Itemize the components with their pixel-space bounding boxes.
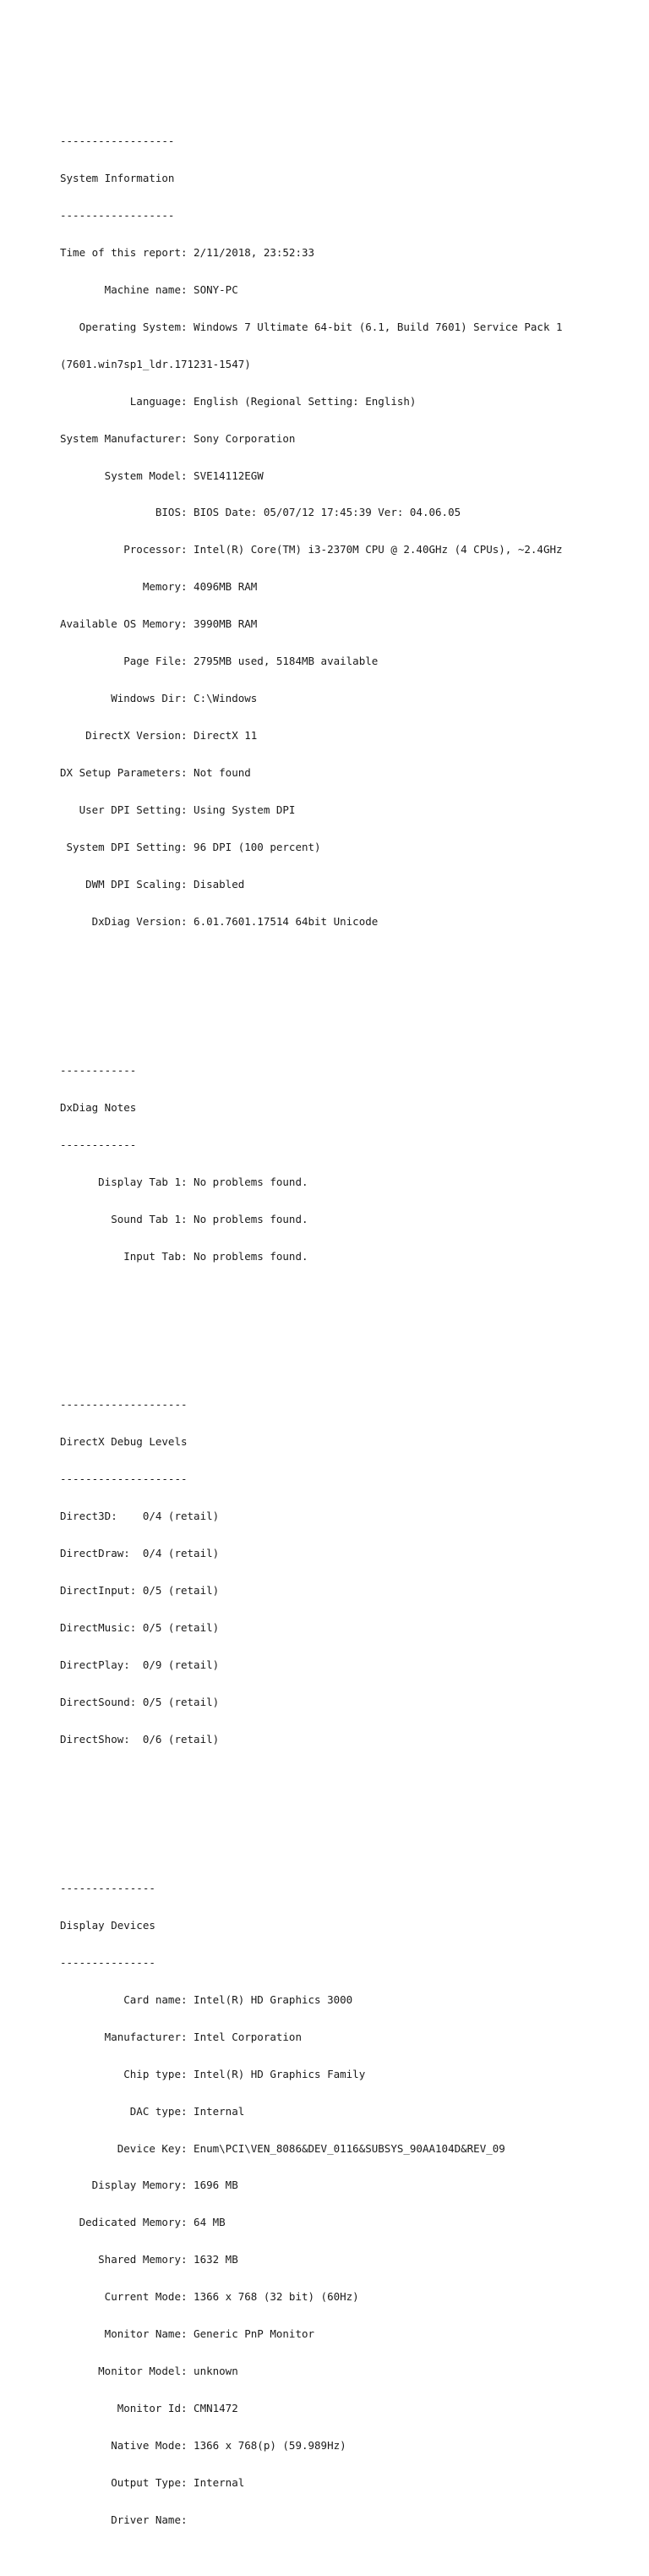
report-line: Memory: 4096MB RAM [60,580,258,594]
report-line: Native Mode: 1366 x 768(p) (59.989Hz) [60,2439,346,2453]
report-line: System Manufacturer: Sony Corporation [60,431,296,445]
report-line: Card name: Intel(R) HD Graphics 3000 [60,1992,353,2006]
report-line: DirectShow: 0/6 (retail) [60,1732,220,1746]
section-rule-bottom: --------------- [60,1955,155,1969]
section-system-information [60,111,563,953]
report-line: Time of this report: 2/11/2018, 23:52:33 [60,245,315,259]
report-line: Available OS Memory: 3990MB RAM [60,617,258,631]
section-title: DxDiag Notes [60,1100,137,1114]
report-line: DAC type: Internal [60,2104,245,2118]
report-line: DirectDraw: 0/4 (retail) [60,1547,220,1560]
report-line: Display Tab 1: No problems found. [60,1175,308,1188]
section-title: System Information [60,171,175,184]
section-rule-bottom: -------------------- [60,1472,188,1486]
report-line: Sound Tab 1: No problems found. [60,1212,308,1225]
blank-line [60,1313,563,1325]
report-line: Processor: Intel(R) Core(TM) i3-2370M CPU @ 2.40GHz (4 CPUs), ~2.4GHz [60,543,563,556]
report-line: System Model: SVE14112EGW [60,469,264,482]
report-line: Page File: 2795MB used, 5184MB available [60,655,379,668]
report-line: Output Type: Internal [60,2476,245,2490]
section-rule-bottom: ------------------ [60,208,175,222]
report-line: DirectInput: 0/5 (retail) [60,1584,220,1598]
report-line: DirectMusic: 0/5 (retail) [60,1621,220,1635]
report-line: Language: English (Regional Setting: English) [60,394,417,408]
section-title: DirectX Debug Levels [60,1435,188,1449]
section-directx-debug-levels [60,1374,563,1771]
section-display-devices [60,1858,563,2551]
report-line: (7601.win7sp1_ldr.171231-1547) [60,357,251,370]
section-rule-top: ------------ [60,1063,137,1077]
report-line: BIOS: BIOS Date: 05/07/12 17:45:39 Ver: 04.06.05 [60,506,461,519]
report-line: Driver Name: [60,2513,188,2527]
section-dxdiag-notes [60,1039,563,1287]
report-line: DxDiag Version: 6.01.7601.17514 64bit Unicode [60,914,379,928]
section-rule-top: ------------------ [60,134,175,147]
report-line: Operating System: Windows 7 Ultimate 64-bit (6.1, Build 7601) Service Pack 1 [60,320,563,333]
section-rule-bottom: ------------ [60,1137,137,1151]
report-line: Machine name: SONY-PC [60,282,238,296]
report-line: Monitor Name: Generic PnP Monitor [60,2327,315,2341]
report-line: Windows Dir: C:\Windows [60,692,258,705]
dxdiag-report [60,61,563,2576]
report-line: System DPI Setting: 96 DPI (100 percent) [60,841,321,854]
report-line: DirectX Version: DirectX 11 [60,729,258,743]
report-line: Chip type: Intel(R) HD Graphics Family [60,2067,366,2080]
section-rule-top: --------------- [60,1881,155,1894]
report-line: Input Tab: No problems found. [60,1249,308,1263]
report-line: Monitor Model: unknown [60,2365,238,2378]
report-line: DirectPlay: 0/9 (retail) [60,1658,220,1672]
report-line: Display Memory: 1696 MB [60,2179,238,2192]
section-rule-top: -------------------- [60,1398,188,1411]
report-line: User DPI Setting: Using System DPI [60,803,296,817]
report-line: Device Key: Enum\PCI\VEN_8086&DEV_0116&SUBSYS_90AA104D&REV_09 [60,2141,505,2155]
report-line: Direct3D: 0/4 (retail) [60,1510,220,1523]
blank-line [60,978,563,990]
report-line: Dedicated Memory: 64 MB [60,2216,226,2229]
report-line: DirectSound: 0/5 (retail) [60,1696,220,1709]
report-line: DX Setup Parameters: Not found [60,766,251,780]
blank-line [60,1795,563,1808]
report-line: Manufacturer: Intel Corporation [60,2030,302,2043]
report-line: Shared Memory: 1632 MB [60,2253,238,2266]
section-title: Display Devices [60,1918,155,1932]
report-line: Current Mode: 1366 x 768 (32 bit) (60Hz) [60,2290,359,2304]
report-line: Monitor Id: CMN1472 [60,2402,238,2415]
report-line: DWM DPI Scaling: Disabled [60,878,245,891]
